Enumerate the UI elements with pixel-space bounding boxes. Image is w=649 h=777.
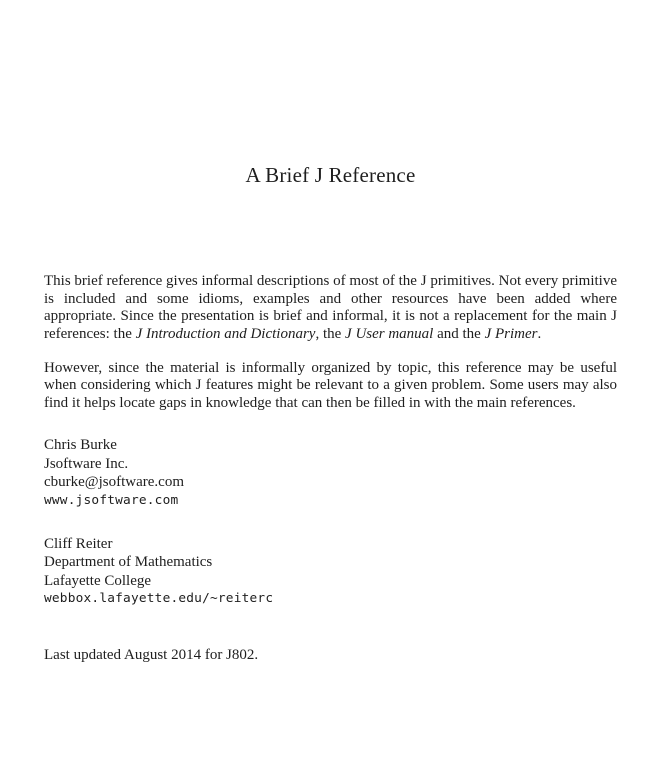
- author-department: Department of Mathematics: [44, 554, 213, 571]
- intro-segment-2: , the: [315, 325, 346, 342]
- author-affiliation: Jsoftware Inc.: [44, 455, 129, 472]
- document-title: A Brief J Reference: [245, 163, 416, 187]
- overview-paragraph: However, since the material is informally organized by topic, this reference may be useful when considering which J features might be relevant to a given problem. Some users may also find it helps locate gaps in knowledge that can then be filled in with the main references.: [44, 359, 617, 411]
- author-email: cburke@jsoftware.com: [44, 474, 185, 491]
- intro-segment-3: and the: [433, 325, 485, 342]
- author-website: www.jsoftware.com: [44, 492, 179, 508]
- author-block-chris-burke: [44, 436, 617, 510]
- intro-segment-1: This brief reference gives informal descriptions of most of the J primitives. Not every primitive is included and some idioms, examples and other resources have been added where appropriate. Since the presentation is brief and informal, it is not a replacement for the main J references: the: [44, 273, 617, 342]
- ref-primer: J Primer: [484, 325, 538, 342]
- intro-segment-4: .: [537, 325, 542, 342]
- author-name: Cliff Reiter: [44, 535, 113, 552]
- author-block-cliff-reiter: [44, 535, 617, 609]
- author-college: Lafayette College: [44, 572, 152, 589]
- last-updated-note: Last updated August 2014 for J802.: [44, 646, 259, 663]
- ref-user-manual: J User manual: [345, 325, 434, 342]
- intro-paragraph: [44, 273, 617, 343]
- ref-introduction-and-dictionary: J Introduction and Dictionary: [135, 325, 316, 342]
- author-name: Chris Burke: [44, 437, 117, 454]
- author-website: webbox.lafayette.edu/~reiterc: [44, 591, 274, 607]
